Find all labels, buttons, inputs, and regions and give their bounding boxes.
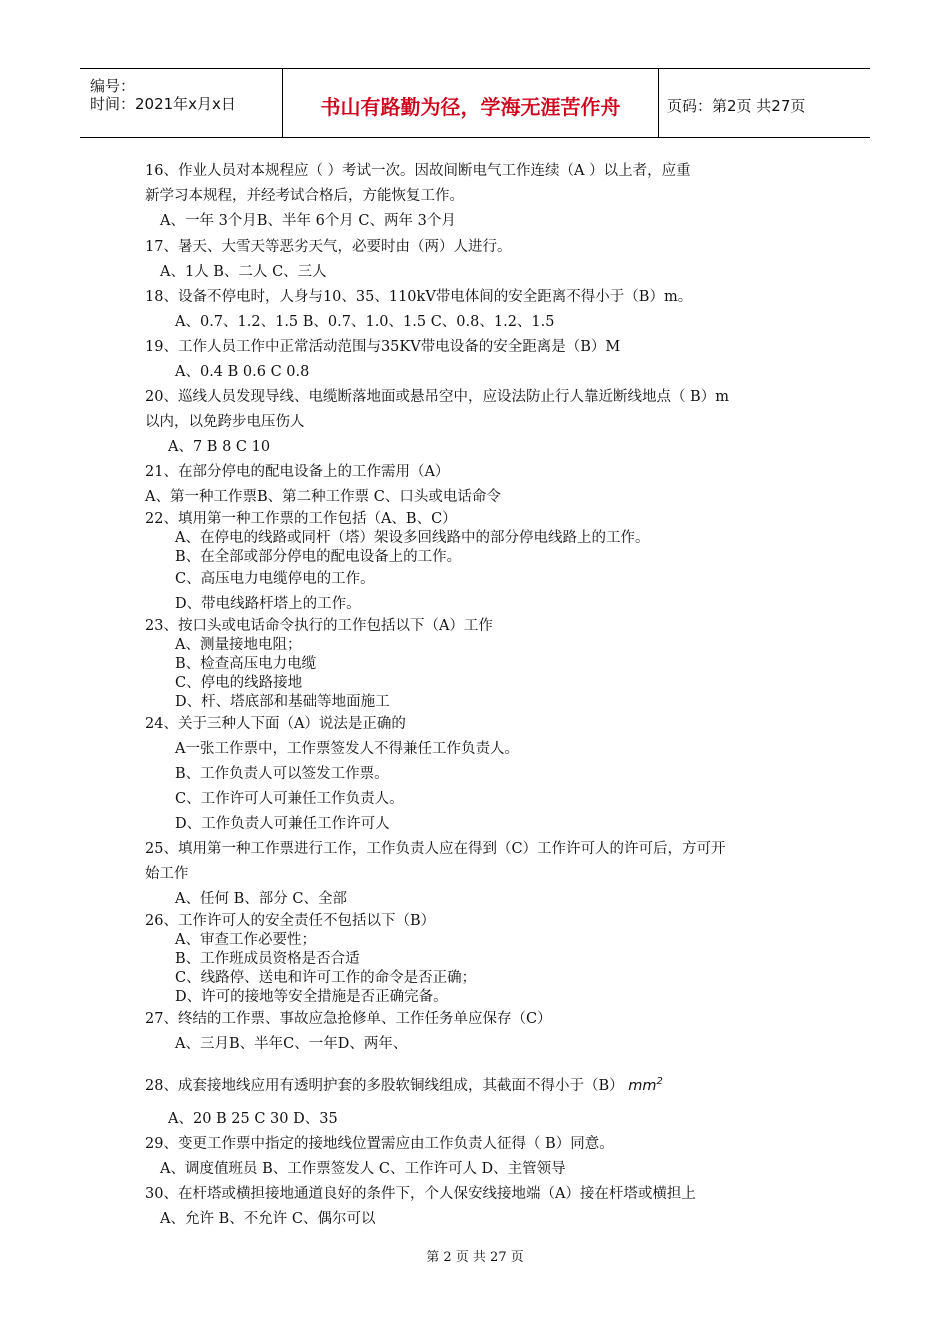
question-28-text: 28、成套接地线应用有透明护套的多股软铜线组成，其截面不得小于（B）: [145, 1077, 624, 1094]
text-line: C、工作许可人可兼任工作负责人。: [175, 791, 404, 807]
text-line: 25、填用第一种工作票进行工作，工作负责人应在得到（C）工作许可人的许可后，方可开: [145, 841, 726, 857]
text-line: 17、暑天、大雪天等恶劣天气，必要时由（两）人进行。: [145, 239, 512, 255]
header-meta-cell: [80, 69, 283, 137]
text-line: 29、变更工作票中指定的接地线位置需应由工作负责人征得（ B）同意。: [145, 1136, 614, 1152]
text-line: 24、关于三种人下面（A）说法是正确的: [145, 716, 406, 732]
text-line: A、允许 B、不允许 C、偶尔可以: [160, 1211, 376, 1227]
text-line: 21、在部分停电的配电设备上的工作需用（A）: [145, 464, 450, 480]
text-line: 22、填用第一种工作票的工作包括（A、B、C）: [145, 511, 457, 527]
text-line: A、调度值班员 B、工作票签发人 C、工作许可人 D、主管领导: [160, 1161, 566, 1177]
text-line: 18、设备不停电时，人身与10、35、110kV带电体间的安全距离不得小于（B）m。: [145, 289, 693, 305]
document-date: 时间：2021年x月x日: [90, 95, 236, 113]
text-line: A、第一种工作票B、第二种工作票 C、口头或电话命令: [145, 489, 501, 505]
text-line: 19、工作人员工作中正常活动范围与35KV带电设备的安全距离是（B）M: [145, 339, 621, 355]
text-line: A、测量接地电阻；: [175, 637, 302, 653]
page-footer: 第 2 页 共 27 页: [426, 1250, 524, 1265]
text-line: C、线路停、送电和许可工作的命令是否正确；: [175, 970, 477, 986]
text-line: 始工作: [145, 866, 189, 882]
unit-mm: $mm^2$: [628, 1076, 663, 1094]
text-line: B、检查高压电力电缆: [175, 656, 317, 672]
page-header: [80, 68, 870, 138]
text-line: 23、按口头或电话命令执行的工作包括以下（A）工作: [145, 618, 493, 634]
header-motto: 书山有路勤为径，学海无涯苦作舟: [320, 95, 621, 119]
text-line: 以内，以免跨步电压伤人: [145, 414, 305, 430]
text-line: B、工作班成员资格是否合适: [175, 951, 360, 967]
text-line: A、任何 B、部分 C、全部: [175, 891, 347, 907]
header-page-info: 页码：第2页 共27页: [667, 97, 806, 115]
text-line: A、7 B 8 C 10: [168, 439, 271, 455]
text-line: 30、在杆塔或横担接地通道良好的条件下，个人保安线接地端（A）接在杆塔或横担上: [145, 1186, 696, 1202]
text-line: A、0.4 B 0.6 C 0.8: [175, 364, 310, 380]
text-line: D、杆、塔底部和基础等地面施工: [175, 694, 390, 710]
header-page-cell: [659, 69, 870, 137]
text-line: A、三月B、半年C、一年D、两年、: [175, 1036, 408, 1052]
text-line: 27、终结的工作票、事故应急抢修单、工作任务单应保存（C）: [145, 1011, 552, 1027]
text-line: 新学习本规程，并经考试合格后，方能恢复工作。: [145, 188, 464, 204]
text-line: A、一年 3个月B、半年 6个月 C、两年 3个月: [160, 213, 456, 229]
text-line: A、在停电的线路或同杆（塔）架设多回线路中的部分停电线路上的工作。: [175, 530, 650, 546]
text-line: 20、巡线人员发现导线、电缆断落地面或悬吊空中，应设法防止行人靠近断线地点（ B）m: [145, 389, 729, 405]
text-line: A一张工作票中，工作票签发人不得兼任工作负责人。: [175, 741, 519, 757]
text-line: B、工作负责人可以签发工作票。: [175, 766, 389, 782]
text-line: D、工作负责人可兼任工作许可人: [175, 816, 390, 832]
text-line: A、1人 B、二人 C、三人: [160, 264, 327, 280]
text-line: C、高压电力电缆停电的工作。: [175, 571, 375, 587]
text-line: A、审查工作必要性；: [175, 932, 316, 948]
text-line: C、停电的线路接地: [175, 675, 303, 691]
text-line: 26、工作许可人的安全责任不包括以下（B）: [145, 913, 436, 929]
document-number-label: 编号：: [90, 77, 136, 95]
text-line: D、带电线路杆塔上的工作。: [175, 596, 361, 612]
text-line: A、0.7、1.2、1.5 B、0.7、1.0、1.5 C、0.8、1.2、1.5: [175, 314, 555, 330]
question-28: [145, 1073, 663, 1095]
header-motto-cell: [283, 69, 659, 137]
text-line: 16、作业人员对本规程应（ ）考试一次。因故间断电气工作连续（A ）以上者，应重: [145, 163, 691, 179]
text-line: A、20 B 25 C 30 D、35: [168, 1111, 338, 1127]
text-line: D、许可的接地等安全措施是否正确完备。: [175, 989, 448, 1005]
text-line: B、在全部或部分停电的配电设备上的工作。: [175, 549, 462, 565]
